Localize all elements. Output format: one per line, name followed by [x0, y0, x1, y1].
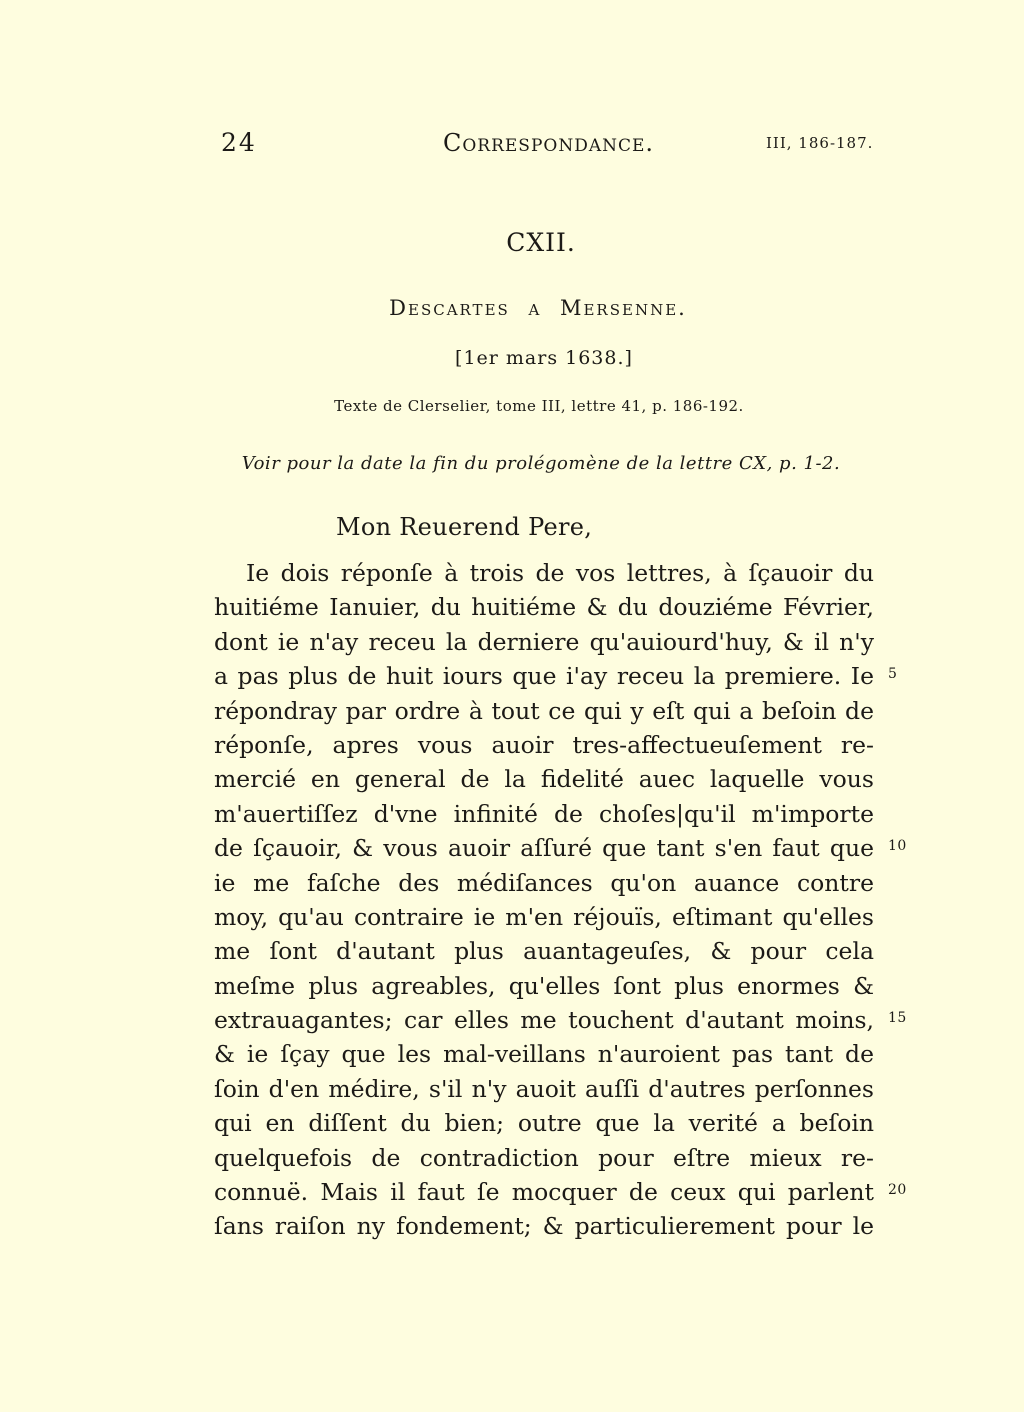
body-line: qui en diſſent du bien; outre que la verité a beſoin	[214, 1109, 874, 1138]
body-line: a pas plus de huit iours que i'ay receu la premiere. Ie	[214, 662, 874, 691]
body-line: me ſont d'autant plus auantageuſes, & pour cela	[214, 937, 874, 966]
body-line: de ſçauoir, & vous auoir aſſuré que tant s'en faut que	[214, 834, 874, 863]
body-line: huitiéme Ianuier, du huitiéme & du douziéme Février,	[214, 593, 874, 622]
body-line: dont ie n'ay receu la derniere qu'auiourd'huy, & il n'y	[214, 627, 874, 656]
body-line: réponſe, apres vous auoir tres-affectueuſement re-	[214, 730, 874, 759]
salutation: Mon Reuerend Pere,	[336, 513, 593, 541]
letter-body	[214, 556, 874, 1244]
body-line: répondray par ordre à tout ce qui y eſt qui a beſoin de	[214, 696, 874, 725]
body-line: & ie ſçay que les mal-veillans n'auroient pas tant de	[214, 1040, 874, 1069]
body-line: meſme plus agreables, qu'elles ſont plus enormes &	[214, 971, 874, 1000]
letter-source: Texte de Clerselier, tome III, lettre 41, p. 186-192.	[334, 397, 744, 415]
page-number: 24	[221, 128, 257, 157]
line-number: 10	[888, 838, 907, 854]
body-line: Ie dois réponſe à trois de vos lettres, à ſçauoir du	[246, 559, 874, 587]
letter-note: Voir pour la date la fin du prolégomène de la lettre CX, p. 1-2.	[241, 453, 841, 474]
body-line: ſoin d'en médire, s'il n'y auoit auſſi d'autres perſonnes	[214, 1074, 874, 1103]
running-reference: III, 186-187.	[766, 134, 874, 152]
line-number: 5	[888, 666, 898, 682]
line-number: 20	[888, 1182, 907, 1198]
body-line: ſans raiſon ny fondement; & particulierement pour le	[214, 1212, 874, 1241]
line-number: 15	[888, 1010, 907, 1026]
body-line: quelquefois de contradiction pour eſtre mieux re-	[214, 1143, 874, 1172]
body-line: ie me faſche des médiſances qu'on auance contre	[214, 868, 874, 897]
running-head	[0, 128, 1024, 164]
letter-number: CXII.	[506, 228, 576, 257]
running-title: Correspondance.	[443, 129, 655, 157]
body-line: m'auertiſſez d'vne infinité de choſes|qu'il m'importe	[214, 799, 874, 828]
body-line: extrauagantes; car elles me touchent d'autant moins,	[214, 1006, 874, 1035]
letter-heading: Descartes a Mersenne.	[389, 296, 687, 320]
body-line: connuë. Mais il faut ſe mocquer de ceux qui parlent	[214, 1178, 874, 1207]
letter-date: [1er mars 1638.]	[455, 347, 633, 369]
body-line: mercié en general de la fidelité auec laquelle vous	[214, 765, 874, 794]
body-line: moy, qu'au contraire ie m'en réjouïs, eſtimant qu'elles	[214, 902, 874, 931]
